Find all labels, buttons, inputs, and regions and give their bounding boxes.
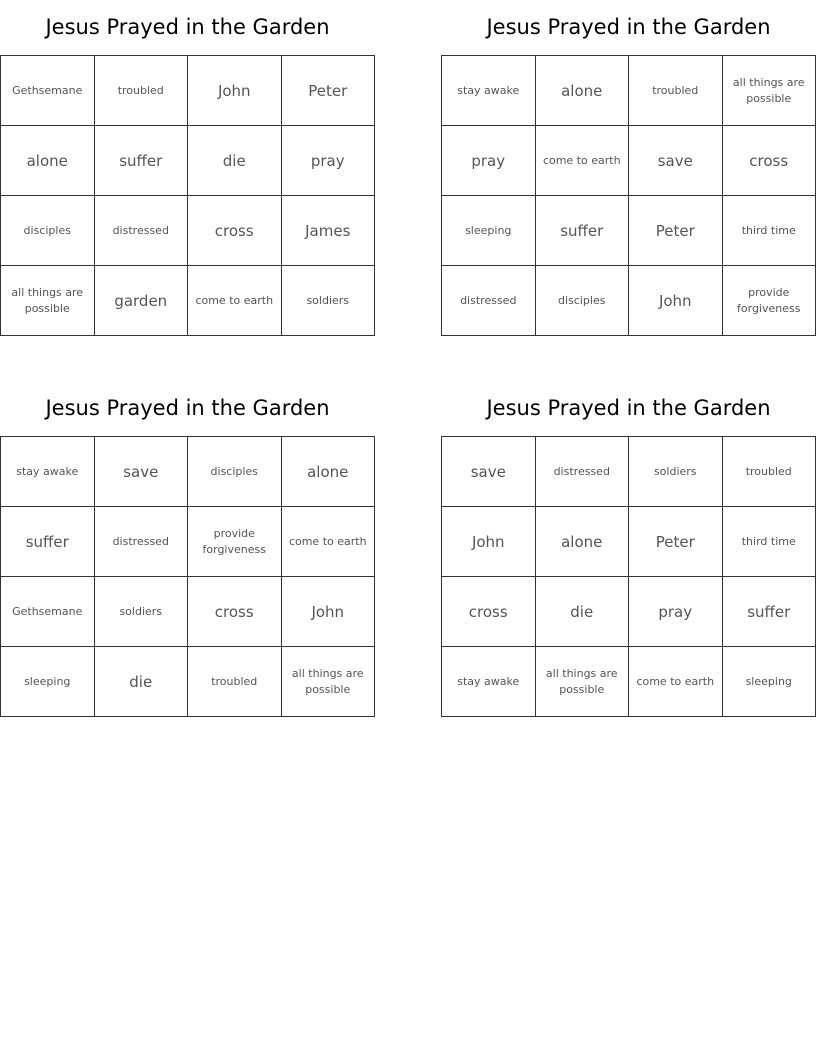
bingo-cell: cross [188, 196, 282, 266]
card-title: Jesus Prayed in the Garden [45, 396, 330, 420]
bingo-cell: pray [442, 126, 536, 196]
bingo-cell: suffer [536, 196, 630, 266]
bingo-cell: cross [188, 577, 282, 647]
bingo-cell: suffer [95, 126, 189, 196]
bingo-cell: come to earth [188, 266, 282, 336]
bingo-cell: soldiers [282, 266, 376, 336]
bingo-cell: alone [1, 126, 95, 196]
bingo-cell: soldiers [95, 577, 189, 647]
bingo-cell: die [95, 647, 189, 717]
bingo-cell: sleeping [442, 196, 536, 266]
bingo-cell: James [282, 196, 376, 266]
card-title: Jesus Prayed in the Garden [486, 396, 771, 420]
bingo-cell: pray [282, 126, 376, 196]
bingo-cell: disciples [1, 196, 95, 266]
card-title: Jesus Prayed in the Garden [45, 15, 330, 39]
bingo-cell: garden [95, 266, 189, 336]
bingo-cell: John [188, 56, 282, 126]
bingo-cell: distressed [442, 266, 536, 336]
bingo-cell: suffer [723, 577, 816, 647]
bingo-cell: Peter [629, 196, 723, 266]
bingo-cell: pray [629, 577, 723, 647]
bingo-cell: suffer [1, 507, 95, 577]
bingo-cell: Gethsemane [1, 577, 95, 647]
bingo-grid [441, 55, 816, 336]
bingo-cell: John [282, 577, 376, 647]
bingo-cell: stay awake [442, 647, 536, 717]
bingo-cell: sleeping [723, 647, 816, 717]
bingo-cell: come to earth [282, 507, 376, 577]
bingo-cell: save [95, 437, 189, 507]
bingo-grid [441, 436, 816, 717]
bingo-grid [0, 436, 375, 717]
bingo-cell: Peter [282, 56, 376, 126]
bingo-cell: all things are possible [723, 56, 816, 126]
card-title: Jesus Prayed in the Garden [486, 15, 771, 39]
bingo-cell: distressed [95, 196, 189, 266]
bingo-cell: third time [723, 507, 816, 577]
bingo-cell: alone [282, 437, 376, 507]
bingo-grid [0, 55, 375, 336]
bingo-cell: save [442, 437, 536, 507]
bingo-cell: die [188, 126, 282, 196]
bingo-card [0, 381, 375, 717]
bingo-cell: troubled [95, 56, 189, 126]
bingo-cell: Gethsemane [1, 56, 95, 126]
bingo-cell: distressed [536, 437, 630, 507]
bingo-cell: sleeping [1, 647, 95, 717]
bingo-cell: stay awake [1, 437, 95, 507]
bingo-cell: disciples [188, 437, 282, 507]
bingo-cell: troubled [188, 647, 282, 717]
bingo-cell: cross [723, 126, 816, 196]
bingo-card [0, 0, 375, 336]
bingo-cell: Peter [629, 507, 723, 577]
bingo-cell: come to earth [536, 126, 630, 196]
bingo-cell: stay awake [442, 56, 536, 126]
bingo-cell: third time [723, 196, 816, 266]
bingo-cell: provide forgiveness [723, 266, 816, 336]
bingo-cell: troubled [723, 437, 816, 507]
bingo-cell: come to earth [629, 647, 723, 717]
bingo-cell: alone [536, 56, 630, 126]
bingo-cell: all things are possible [536, 647, 630, 717]
bingo-cell: distressed [95, 507, 189, 577]
bingo-cell: all things are possible [282, 647, 376, 717]
bingo-cell: provide forgiveness [188, 507, 282, 577]
bingo-cell: cross [442, 577, 536, 647]
bingo-cell: John [629, 266, 723, 336]
bingo-cell: die [536, 577, 630, 647]
bingo-card [441, 381, 816, 717]
bingo-cell: troubled [629, 56, 723, 126]
bingo-cell: save [629, 126, 723, 196]
bingo-card [441, 0, 816, 336]
bingo-cell: all things are possible [1, 266, 95, 336]
bingo-cell: disciples [536, 266, 630, 336]
bingo-cell: soldiers [629, 437, 723, 507]
bingo-cell: John [442, 507, 536, 577]
bingo-cell: alone [536, 507, 630, 577]
